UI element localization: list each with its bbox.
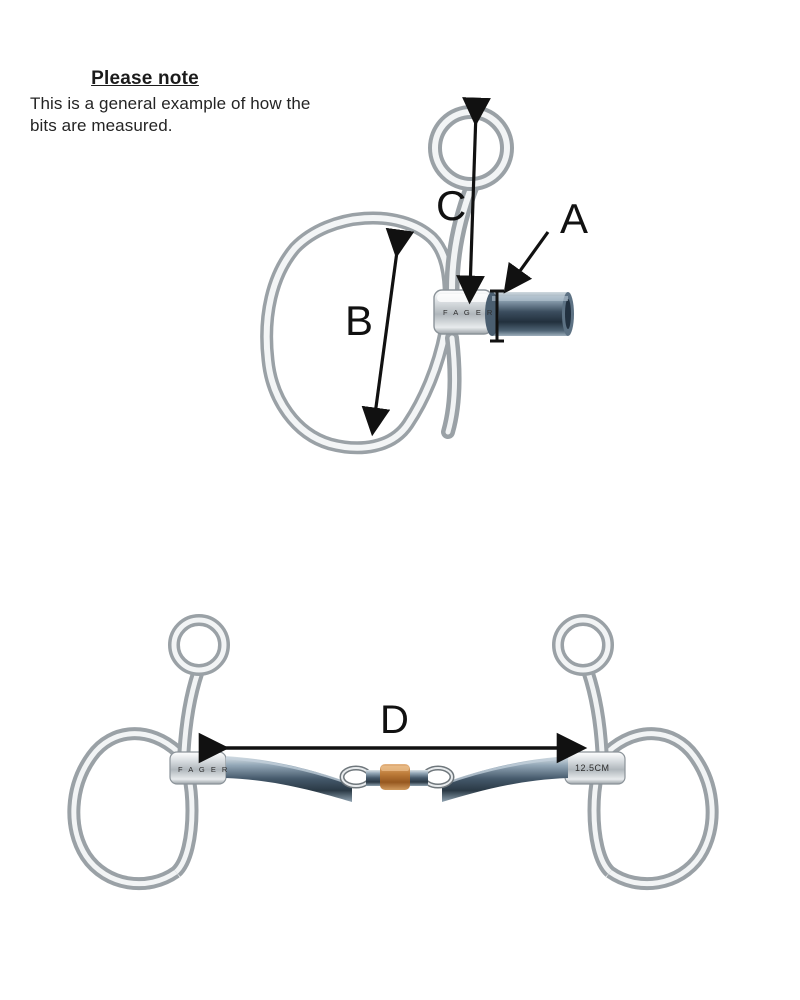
note-body: This is a general example of how the bits are measured. bbox=[30, 94, 311, 136]
label-d: D bbox=[380, 698, 409, 742]
brand-stamp-top: F A G E R bbox=[443, 308, 495, 317]
arrow-b bbox=[374, 244, 398, 422]
bottom-bit-illustration bbox=[74, 620, 712, 884]
label-c: C bbox=[436, 182, 467, 229]
label-b: B bbox=[345, 297, 374, 344]
brand-stamp-bottom: F A G E R bbox=[178, 765, 230, 774]
top-bit-illustration bbox=[267, 112, 574, 448]
size-stamp-bottom: 12.5CM bbox=[575, 763, 610, 773]
arrow-a-pointer bbox=[512, 232, 548, 282]
label-a: A bbox=[560, 195, 589, 242]
note-title: Please note bbox=[91, 68, 199, 89]
